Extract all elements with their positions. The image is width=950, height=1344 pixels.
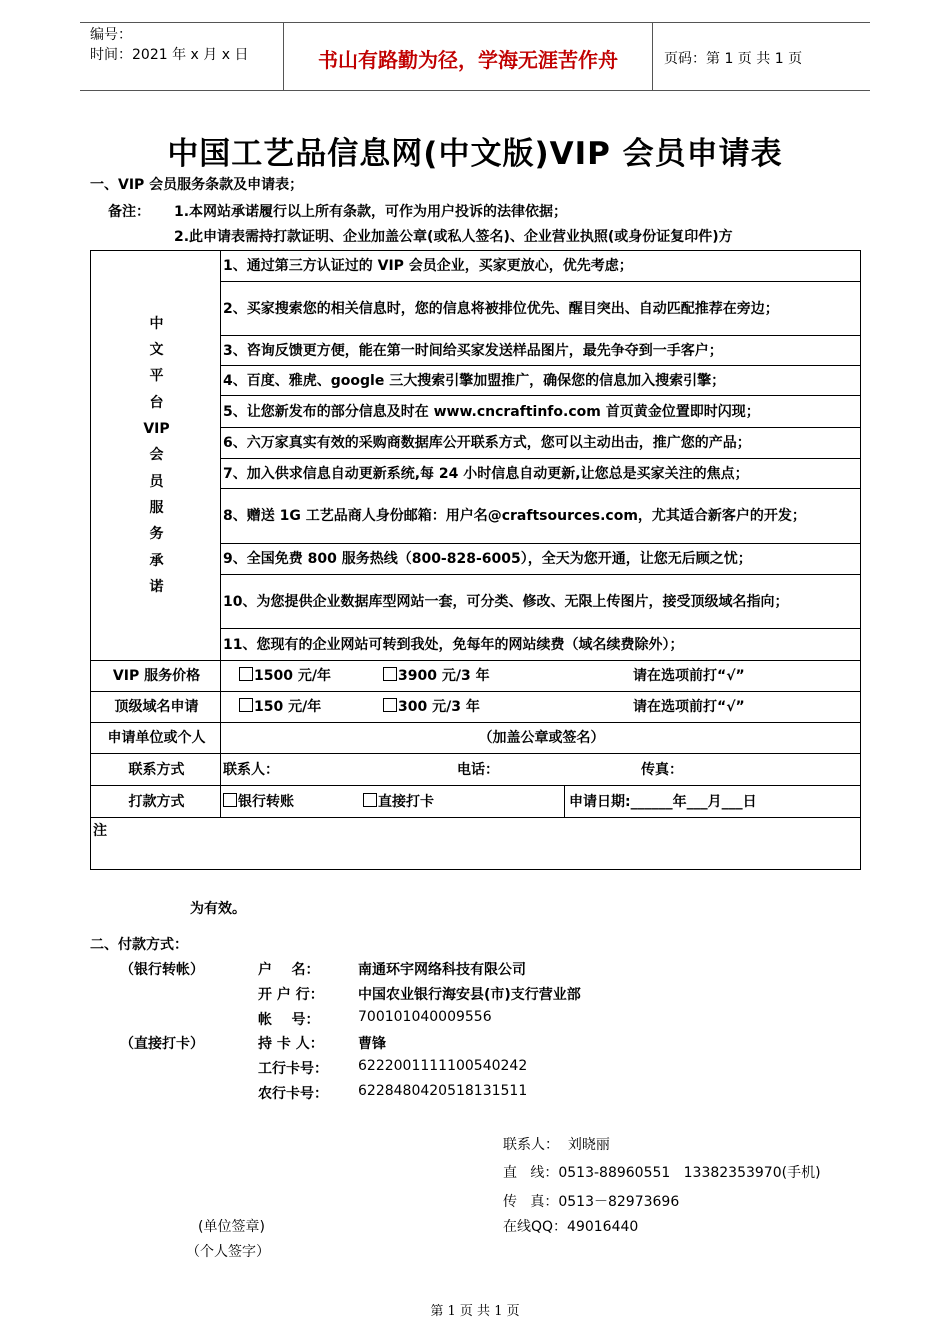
note-label: 备注： <box>108 204 150 220</box>
section2-heading: 二、付款方式： <box>90 937 188 953</box>
pay-option-bank[interactable]: 银行转账 <box>223 790 363 814</box>
time-label: 时间：2021 年 x 月 x 日 <box>90 47 249 63</box>
effective-text: 为有效。 <box>190 901 246 917</box>
account-name-key: 户 名： <box>258 962 320 978</box>
card-label: （直接打卡） <box>120 1036 204 1052</box>
domain-label: 顶级域名申请 <box>91 692 221 723</box>
application-table <box>90 250 861 870</box>
apply-date-field[interactable]: 申请日期:______年___月___日 <box>565 786 861 818</box>
contact-person: 联系人： 刘晓丽 <box>503 1137 610 1153</box>
personal-signature: （个人签字） <box>186 1244 270 1260</box>
domain-option-2[interactable]: 300 元/3 年 <box>383 695 633 719</box>
note-1: 1.本网站承诺履行以上所有条款，可作为用户投诉的法律依据； <box>174 204 568 220</box>
icbc-card-value: 6222001111100540242 <box>358 1058 528 1074</box>
footer-page-number: 第 1 页 共 1 页 <box>430 1304 520 1319</box>
service-item: 7、加入供求信息自动更新系统,每 24 小时信息自动更新,让您总是买家关注的焦点； <box>221 459 861 489</box>
qq-line: 在线QQ：49016440 <box>503 1219 639 1235</box>
pay-option-card[interactable]: 直接打卡 <box>363 794 434 810</box>
checkbox-icon[interactable] <box>239 667 253 681</box>
service-item: 11、您现有的企业网站可转到我处，免每年的网站续费（域名续费除外）； <box>221 629 861 661</box>
cardholder-key: 持 卡 人： <box>258 1036 324 1052</box>
account-name-value: 南通环宇网络科技有限公司 <box>358 962 526 978</box>
service-item: 9、全国免费 800 服务热线（800-828-6005），全天为您开通，让您无后顾之忧； <box>221 544 861 575</box>
direct-line: 直 线：0513-88960551 13382353970(手机) <box>503 1165 821 1181</box>
unit-seal: (单位签章) <box>198 1219 265 1235</box>
motto: 书山有路勤为径，学海无涯苦作舟 <box>318 48 618 72</box>
service-item: 5、让您新发布的部分信息及时在 www.cncraftinfo.com 首页黄金位置即时闪现； <box>221 396 861 428</box>
service-item: 8、赠送 1G 工艺品商人身份邮箱：用户名@craftsources.com，尤其适合新客户的开发； <box>221 489 861 544</box>
checkbox-icon[interactable] <box>383 667 397 681</box>
contact-fields[interactable]: 联系人： 电话： 传真： <box>221 754 861 786</box>
contact-label: 联系方式 <box>91 754 221 786</box>
service-item: 4、百度、雅虎、google 三大搜索引擎加盟推广，确保您的信息加入搜索引擎； <box>221 366 861 396</box>
service-item: 1、通过第三方认证过的 VIP 会员企业，买家更放心，优先考虑； <box>221 251 861 282</box>
note-2: 2.此申请表需持打款证明、企业加盖公章(或私人签名)、企业营业执照(或身份证复印件)方 <box>174 229 733 245</box>
applicant-label: 申请单位或个人 <box>91 723 221 754</box>
service-item: 3、咨询反馈更方便，能在第一时间给买家发送样品图片，最先争夺到一手客户； <box>221 336 861 366</box>
service-item: 2、买家搜索您的相关信息时，您的信息将被排位优先、醒目突出、自动匹配推荐在旁边； <box>221 282 861 336</box>
page-title: 中国工艺品信息网(中文版)VIP 会员申请表 <box>167 136 783 172</box>
fax-line: 传 真：0513－82973696 <box>503 1194 680 1210</box>
select-hint: 请在选项前打“√” <box>633 699 745 715</box>
domain-option-1[interactable]: 150 元/年 <box>239 695 383 719</box>
bank-value: 中国农业银行海安县(市)支行营业部 <box>358 987 581 1003</box>
applicant-field[interactable] <box>221 723 861 754</box>
vip-option-2[interactable]: 3900 元/3 年 <box>383 664 633 688</box>
select-hint: 请在选项前打“√” <box>633 668 745 684</box>
seal-hint: （加盖公章或签名） <box>478 730 605 746</box>
page-label: 页码：第 1 页 共 1 页 <box>664 51 803 67</box>
payment-label: 打款方式 <box>91 786 221 818</box>
vip-option-1[interactable]: 1500 元/年 <box>239 664 383 688</box>
checkbox-icon[interactable] <box>363 793 377 807</box>
abc-card-value: 6228480420518131511 <box>358 1083 528 1099</box>
note-cell: 注 <box>91 818 861 870</box>
payment-options[interactable] <box>221 786 565 818</box>
checkbox-icon[interactable] <box>239 698 253 712</box>
bank-key: 开 户 行： <box>258 987 324 1003</box>
account-no-key: 帐 号： <box>258 1012 320 1028</box>
service-item: 10、为您提供企业数据库型网站一套，可分类、修改、无限上传图片，接受顶级域名指向； <box>221 575 861 629</box>
account-no-value: 700101040009556 <box>358 1009 492 1025</box>
cardholder-value: 曹锋 <box>358 1036 386 1052</box>
number-label: 编号： <box>90 27 132 43</box>
abc-card-key: 农行卡号： <box>258 1086 328 1102</box>
checkbox-icon[interactable] <box>223 793 237 807</box>
bank-transfer-label: （银行转帐） <box>120 962 204 978</box>
service-item: 6、六万家真实有效的采购商数据库公开联系方式，您可以主动出击，推广您的产品； <box>221 428 861 459</box>
section1-heading: 一、VIP 会员服务条款及申请表； <box>90 177 304 193</box>
checkbox-icon[interactable] <box>383 698 397 712</box>
service-commitment-label: 中 文 平 台 VIP 会 员 服 务 承 诺 <box>91 251 221 661</box>
vip-price-label: VIP 服务价格 <box>91 661 221 692</box>
icbc-card-key: 工行卡号： <box>258 1061 328 1077</box>
